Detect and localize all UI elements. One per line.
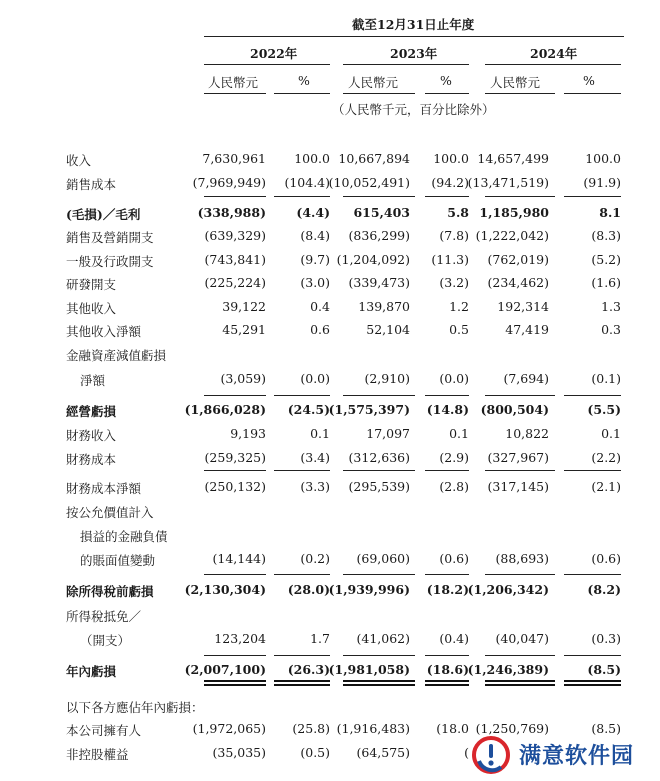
cell-rmb-2023: (64,575) xyxy=(356,745,410,760)
row-label: (毛損)／毛利 xyxy=(66,207,141,222)
cell-rmb-2024: (234,462) xyxy=(487,275,549,290)
row-label: 財務收入 xyxy=(66,428,117,443)
row-label: 非控股權益 xyxy=(66,747,129,762)
cell-rmb-2024: 47,419 xyxy=(505,322,549,337)
cell-pct-2022: (8.4) xyxy=(300,228,330,243)
cell-rmb-2023: (312,636) xyxy=(348,450,410,465)
cell-rmb-2024: (40,047) xyxy=(495,631,549,646)
row-label: 經營虧損 xyxy=(66,404,117,419)
cell-rmb-2024: (1,246,389) xyxy=(467,662,549,677)
subtotal-rule xyxy=(485,655,555,656)
subtotal-rule xyxy=(204,395,266,396)
watermark-text: 满意软件园 xyxy=(519,744,635,769)
cell-pct-2024: 1.3 xyxy=(601,299,621,314)
row-label: 的賬面值變動 xyxy=(80,553,156,568)
cell-rmb-2024: (13,471,519) xyxy=(467,175,549,190)
cell-rmb-2023: (10,052,491) xyxy=(328,175,410,190)
subtotal-rule xyxy=(425,196,469,197)
col-rule-rmb-2022 xyxy=(204,93,266,94)
subtotal-rule xyxy=(274,395,330,396)
cell-rmb-2022: (3,059) xyxy=(220,371,266,386)
subtotal-rule xyxy=(274,196,330,197)
subtotal-rule xyxy=(274,655,330,656)
cell-rmb-2024: 14,657,499 xyxy=(477,151,549,166)
col-rmb-2023: 人民幣元 xyxy=(348,75,399,90)
satisfied-software-logo-icon xyxy=(471,735,511,775)
cell-rmb-2022: (2,130,304) xyxy=(184,582,266,597)
cell-pct-2022: (28.0) xyxy=(287,582,330,597)
row-label: 研發開支 xyxy=(66,277,117,292)
cell-pct-2022: (3.4) xyxy=(300,450,330,465)
cell-rmb-2024: 10,822 xyxy=(505,426,549,441)
cell-pct-2022: 0.1 xyxy=(310,426,330,441)
subtotal-rule xyxy=(343,470,415,471)
cell-pct-2024: (91.9) xyxy=(583,175,621,190)
cell-pct-2023: (0.6) xyxy=(439,551,469,566)
cell-rmb-2024: (7,694) xyxy=(503,371,549,386)
subtotal-rule xyxy=(485,574,555,575)
row-label: 財務成本淨額 xyxy=(66,481,142,496)
total-double-rule xyxy=(204,680,266,686)
subtotal-rule xyxy=(564,395,621,396)
row-label: 財務成本 xyxy=(66,452,117,467)
cell-pct-2022: (26.3) xyxy=(287,662,330,677)
cell-pct-2023: (18.6) xyxy=(426,662,469,677)
cell-rmb-2022: (225,224) xyxy=(204,275,266,290)
subtotal-rule xyxy=(343,395,415,396)
period-title-rule xyxy=(204,36,624,37)
total-double-rule xyxy=(343,680,415,686)
cell-rmb-2022: (14,144) xyxy=(212,551,266,566)
subtotal-rule xyxy=(343,655,415,656)
row-label: 其他收入 xyxy=(66,301,117,316)
watermark xyxy=(471,728,660,781)
cell-rmb-2022: (1,866,028) xyxy=(184,402,266,417)
cell-rmb-2022: 9,193 xyxy=(230,426,266,441)
cell-pct-2022: (25.8) xyxy=(292,721,330,736)
year-2022-header: 2022年 xyxy=(250,46,298,61)
cell-rmb-2024: (317,145) xyxy=(487,479,549,494)
subtotal-rule xyxy=(425,395,469,396)
cell-rmb-2024: (88,693) xyxy=(495,551,549,566)
col-rule-pct-2024 xyxy=(564,93,621,94)
year-2024-rule xyxy=(485,64,621,65)
subtotal-rule xyxy=(274,470,330,471)
cell-rmb-2023: 10,667,894 xyxy=(338,151,410,166)
cell-pct-2024: 8.1 xyxy=(599,205,621,220)
subtotal-rule xyxy=(425,655,469,656)
cell-pct-2024: (8.2) xyxy=(587,582,621,597)
total-double-rule xyxy=(485,680,555,686)
cell-rmb-2022: (338,988) xyxy=(197,205,266,220)
row-label: 一般及行政開支 xyxy=(66,254,154,269)
cell-pct-2024: 100.0 xyxy=(585,151,621,166)
row-label: 銷售及營銷開支 xyxy=(66,230,154,245)
cell-pct-2022: (104.4) xyxy=(284,175,330,190)
cell-pct-2024: (5.5) xyxy=(587,402,621,417)
cell-pct-2022: 0.6 xyxy=(310,322,330,337)
year-2023-header: 2023年 xyxy=(390,46,438,61)
cell-pct-2024: (8.5) xyxy=(591,721,621,736)
cell-pct-2024: (0.1) xyxy=(591,371,621,386)
subtotal-rule xyxy=(564,470,621,471)
cell-pct-2023: ( xyxy=(464,745,469,760)
row-label: 其他收入淨額 xyxy=(66,324,142,339)
cell-rmb-2023: (1,575,397) xyxy=(328,402,410,417)
cell-pct-2022: (4.4) xyxy=(296,205,330,220)
total-double-rule xyxy=(425,680,469,686)
row-label: 收入 xyxy=(66,153,92,168)
cell-rmb-2024: (800,504) xyxy=(480,402,549,417)
subtotal-rule xyxy=(485,196,555,197)
cell-pct-2024: (2.1) xyxy=(591,479,621,494)
cell-pct-2024: (2.2) xyxy=(591,450,621,465)
cell-pct-2023: 5.8 xyxy=(447,205,469,220)
row-label: 本公司擁有人 xyxy=(66,723,142,738)
cell-rmb-2023: 17,097 xyxy=(366,426,410,441)
cell-pct-2024: (1.6) xyxy=(591,275,621,290)
cell-rmb-2022: 39,122 xyxy=(222,299,266,314)
cell-pct-2022: (0.5) xyxy=(300,745,330,760)
cell-pct-2023: (14.8) xyxy=(426,402,469,417)
cell-rmb-2024: (762,019) xyxy=(487,252,549,267)
cell-rmb-2022: (2,007,100) xyxy=(184,662,266,677)
row-label: 所得稅抵免／ xyxy=(66,609,142,624)
cell-pct-2022: 0.4 xyxy=(310,299,330,314)
subtotal-rule xyxy=(204,655,266,656)
total-double-rule xyxy=(274,680,330,686)
subtotal-rule xyxy=(343,574,415,575)
col-rule-rmb-2024 xyxy=(485,93,555,94)
cell-rmb-2022: (639,329) xyxy=(204,228,266,243)
cell-rmb-2024: (1,250,769) xyxy=(475,721,549,736)
subtotal-rule xyxy=(343,196,415,197)
cell-rmb-2023: 52,104 xyxy=(366,322,410,337)
cell-pct-2023: (3.2) xyxy=(439,275,469,290)
subtotal-rule xyxy=(425,574,469,575)
cell-rmb-2023: (1,939,996) xyxy=(328,582,410,597)
year-2022-rule xyxy=(204,64,330,65)
cell-pct-2023: (0.4) xyxy=(439,631,469,646)
cell-pct-2023: (11.3) xyxy=(431,252,469,267)
cell-rmb-2024: (1,222,042) xyxy=(475,228,549,243)
col-rule-pct-2022 xyxy=(274,93,330,94)
subtotal-rule xyxy=(485,395,555,396)
unit-note: （人民幣千元，百分比除外） xyxy=(332,102,495,117)
col-pct-2023: % xyxy=(440,73,452,88)
cell-pct-2023: (18.0 xyxy=(436,721,469,736)
cell-rmb-2022: 123,204 xyxy=(214,631,266,646)
cell-rmb-2023: (1,981,058) xyxy=(328,662,410,677)
cell-pct-2024: (5.2) xyxy=(591,252,621,267)
cell-rmb-2023: (339,473) xyxy=(348,275,410,290)
cell-pct-2022: (3.3) xyxy=(300,479,330,494)
cell-rmb-2022: (259,325) xyxy=(204,450,266,465)
total-double-rule xyxy=(564,680,621,686)
subtotal-rule xyxy=(425,470,469,471)
cell-rmb-2023: (2,910) xyxy=(364,371,410,386)
cell-pct-2023: 0.5 xyxy=(449,322,469,337)
col-pct-2024: % xyxy=(583,73,595,88)
row-label: 以下各方應佔年內虧損： xyxy=(66,700,204,715)
subtotal-rule xyxy=(204,470,266,471)
col-rmb-2022: 人民幣元 xyxy=(208,75,259,90)
cell-pct-2023: (2.9) xyxy=(439,450,469,465)
col-pct-2022: % xyxy=(298,73,310,88)
col-rule-pct-2023 xyxy=(425,93,469,94)
row-label: 金融資產減值虧損 xyxy=(66,348,167,363)
subtotal-rule xyxy=(564,574,621,575)
cell-pct-2022: 100.0 xyxy=(294,151,330,166)
cell-pct-2022: (0.0) xyxy=(300,371,330,386)
row-label: 除所得稅前虧損 xyxy=(66,584,154,599)
cell-rmb-2023: 615,403 xyxy=(353,205,410,220)
cell-rmb-2023: (41,062) xyxy=(356,631,410,646)
cell-pct-2024: (8.5) xyxy=(587,662,621,677)
subtotal-rule xyxy=(204,196,266,197)
row-label: 淨額 xyxy=(80,373,106,388)
cell-rmb-2022: (7,969,949) xyxy=(192,175,266,190)
cell-rmb-2022: (1,972,065) xyxy=(192,721,266,736)
cell-pct-2022: (3.0) xyxy=(300,275,330,290)
cell-rmb-2024: (1,206,342) xyxy=(467,582,549,597)
cell-rmb-2022: (35,035) xyxy=(212,745,266,760)
row-label: 按公允價值計入 xyxy=(66,505,154,520)
cell-pct-2024: 0.1 xyxy=(601,426,621,441)
cell-pct-2024: (0.6) xyxy=(591,551,621,566)
subtotal-rule xyxy=(204,574,266,575)
cell-pct-2022: (9.7) xyxy=(300,252,330,267)
cell-pct-2022: (0.2) xyxy=(300,551,330,566)
cell-rmb-2023: (295,539) xyxy=(348,479,410,494)
cell-rmb-2022: 7,630,961 xyxy=(202,151,266,166)
cell-pct-2023: (7.8) xyxy=(439,228,469,243)
cell-pct-2023: 1.2 xyxy=(449,299,469,314)
year-2024-header: 2024年 xyxy=(530,46,578,61)
row-label: 銷售成本 xyxy=(66,177,117,192)
cell-rmb-2024: 1,185,980 xyxy=(479,205,549,220)
cell-rmb-2023: (1,204,092) xyxy=(336,252,410,267)
cell-rmb-2022: (250,132) xyxy=(204,479,266,494)
cell-pct-2023: 100.0 xyxy=(433,151,469,166)
cell-rmb-2023: 139,870 xyxy=(358,299,410,314)
subtotal-rule xyxy=(564,655,621,656)
cell-pct-2024: (0.3) xyxy=(591,631,621,646)
cell-pct-2022: 1.7 xyxy=(310,631,330,646)
cell-rmb-2024: (327,967) xyxy=(487,450,549,465)
cell-pct-2023: 0.1 xyxy=(449,426,469,441)
row-label: 損益的金融負債 xyxy=(80,529,168,544)
cell-pct-2023: (94.2) xyxy=(431,175,469,190)
cell-pct-2023: (0.0) xyxy=(439,371,469,386)
cell-pct-2023: (18.2) xyxy=(426,582,469,597)
row-label: （開支） xyxy=(80,633,131,648)
subtotal-rule xyxy=(274,574,330,575)
cell-pct-2024: 0.3 xyxy=(601,322,621,337)
cell-pct-2024: (8.3) xyxy=(591,228,621,243)
col-rmb-2024: 人民幣元 xyxy=(490,75,541,90)
col-rule-rmb-2023 xyxy=(343,93,415,94)
subtotal-rule xyxy=(564,196,621,197)
period-title: 截至12月31日止年度 xyxy=(352,17,475,32)
cell-rmb-2023: (69,060) xyxy=(356,551,410,566)
row-label: 年內虧損 xyxy=(66,664,117,679)
cell-rmb-2024: 192,314 xyxy=(497,299,549,314)
cell-pct-2022: (24.5) xyxy=(287,402,330,417)
cell-rmb-2022: 45,291 xyxy=(222,322,266,337)
cell-rmb-2023: (836,299) xyxy=(348,228,410,243)
subtotal-rule xyxy=(485,470,555,471)
cell-rmb-2022: (743,841) xyxy=(204,252,266,267)
year-2023-rule xyxy=(343,64,469,65)
cell-rmb-2023: (1,916,483) xyxy=(336,721,410,736)
cell-pct-2023: (2.8) xyxy=(439,479,469,494)
